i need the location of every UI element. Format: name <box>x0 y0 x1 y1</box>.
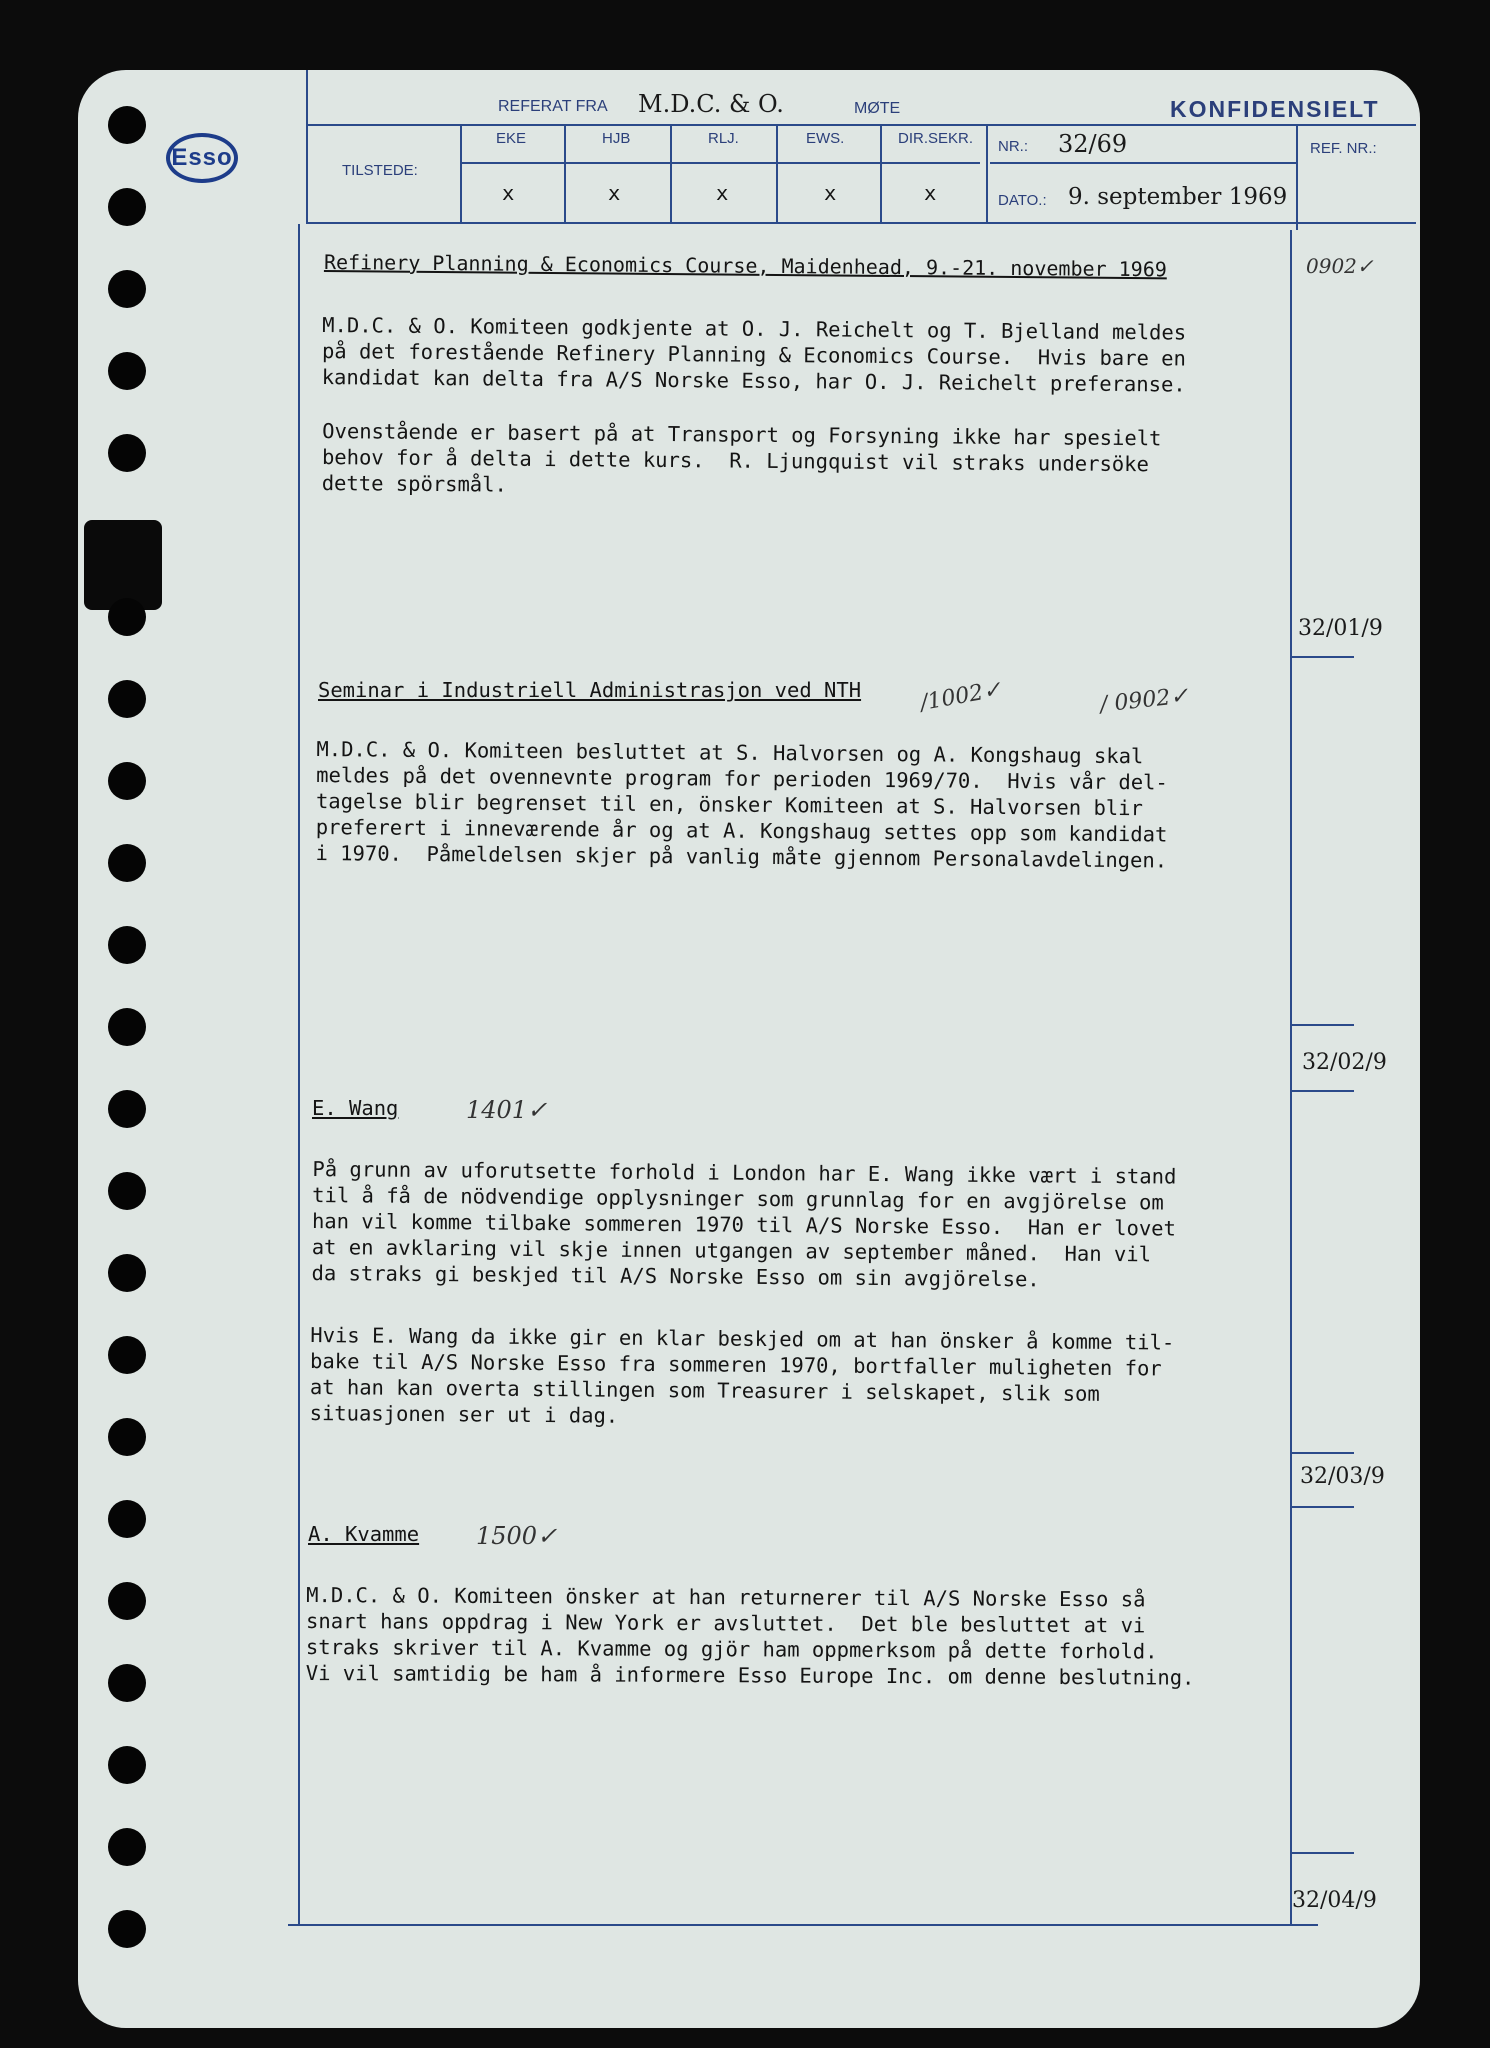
handwritten-note: / 0902✓ <box>1098 683 1190 718</box>
header-top-line <box>306 124 1416 126</box>
table-divider <box>986 124 988 222</box>
nr-value: 32/69 <box>1058 130 1128 158</box>
binder-hole <box>108 598 146 636</box>
section-heading: E. Wang <box>312 1096 399 1120</box>
attendee-label: EKE <box>496 130 527 147</box>
mote-label: MØTE <box>854 100 901 117</box>
attendee-label: DIR.SEKR. <box>898 130 974 147</box>
referat-fra-value: M.D.C. & O. <box>638 90 784 118</box>
paragraph: Ovenstående er basert på at Transport og Forsyning ikke har spesielt behov for å delta i dette kurs. R. Ljungquist vil straks undersöke dette spörsmål. <box>321 419 1162 497</box>
handwritten-note: /1002✓ <box>918 677 1004 716</box>
attendee-mark: x <box>824 181 837 205</box>
confidential-stamp: KONFIDENSIELT <box>1170 96 1380 122</box>
ref-separator <box>1292 1452 1354 1454</box>
attendee-label-line <box>460 162 980 164</box>
dato-value: 9. september 1969 <box>1068 184 1288 210</box>
attendee-mark: x <box>502 181 515 205</box>
binder-hole <box>108 352 146 390</box>
referat-fra-label: REFERAT FRA <box>498 98 608 115</box>
attendee-label: HJB <box>602 130 631 147</box>
attendee-label: RLJ. <box>708 130 739 147</box>
ref-column-line <box>1290 230 1292 1924</box>
binder-hole <box>108 1828 146 1866</box>
binder-hole <box>108 1746 146 1784</box>
binder-hole <box>108 1582 146 1620</box>
ref-number: 32/03/9 <box>1300 1464 1385 1489</box>
handwritten-note: 0902✓ <box>1306 254 1374 278</box>
ref-separator <box>1292 656 1354 658</box>
tilstede-label: TILSTEDE: <box>342 162 418 179</box>
paragraph: M.D.C. & O. Komiteen godkjente at O. J. Reichelt og T. Bjelland meldes på det forestående Refinery Planning & Economics Course. Hvis bare en kandidat kan delta fra A/S Norske Esso, har O. J. Reichelt preferanse. <box>321 313 1187 397</box>
dato-label: DATO.: <box>998 192 1047 209</box>
binder-hole <box>108 188 146 226</box>
paragraph: M.D.C. & O. Komiteen besluttet at S. Halvorsen og A. Kongshaug skal meldes på det ovennevnte program for perioden 1969/70. Hvis vår del- tagelse blir begrenset til en, önsker Komiteen at S. Halvorsen blir preferert i inneværende år og at A. Kongshaug settes opp som kandidat i 1970. Påmeldelsen skjer på vanlig måte gjennom Personalavdelingen. <box>315 737 1168 873</box>
bottom-border <box>288 1924 1318 1926</box>
handwritten-note: 1500✓ <box>476 1522 558 1550</box>
ref-number: 32/02/9 <box>1302 1050 1387 1075</box>
binder-hole <box>108 926 146 964</box>
attendee-label: EWS. <box>806 130 845 147</box>
table-divider <box>880 124 882 222</box>
binder-clip <box>84 520 162 610</box>
nr-label: NR.: <box>998 138 1028 155</box>
binder-hole <box>108 1336 146 1374</box>
binder-hole <box>108 434 146 472</box>
ref-separator <box>1292 1024 1354 1026</box>
binder-hole <box>108 1418 146 1456</box>
binder-hole <box>108 1664 146 1702</box>
form-left-border <box>306 70 308 224</box>
attendee-mark: x <box>608 181 621 205</box>
binder-hole <box>108 762 146 800</box>
esso-logo: Esso <box>166 133 238 183</box>
table-divider <box>460 124 462 222</box>
binder-hole <box>108 844 146 882</box>
header-bottom-line <box>306 222 1416 224</box>
binder-hole <box>108 106 146 144</box>
paragraph: Hvis E. Wang da ikke gir en klar beskjed om at han önsker å komme til- bake til A/S Norske Esso fra sommeren 1970, bortfaller muligheten for at han kan overta stillingen som Treasurer i selskapet, slik som situasjonen ser ut i dag. <box>309 1323 1175 1428</box>
table-divider <box>776 124 778 222</box>
binder-hole <box>108 270 146 308</box>
table-divider <box>670 124 672 222</box>
binder-hole <box>108 680 146 718</box>
binder-hole <box>108 1500 146 1538</box>
ref-nr-label: REF. NR.: <box>1310 140 1377 157</box>
paragraph: På grunn av uforutsette forhold i London har E. Wang ikke vært i stand til å få de nödvendige opplysninger som grunnlag for en avgjörelse om han vil komme tilbake sommeren 1970 til A/S Norske Esso. Han er lovet at en avklaring vil skje innen utgangen av september måned. Han vil da straks gi beskjed til A/S Norske Esso om sin avgjörelse. <box>311 1157 1177 1292</box>
margin-line <box>298 224 300 1926</box>
section-heading: A. Kvamme <box>308 1522 420 1546</box>
attendee-mark: x <box>716 181 729 205</box>
ref-separator <box>1292 1852 1354 1854</box>
ref-separator <box>1292 1090 1354 1092</box>
binder-hole <box>108 1254 146 1292</box>
table-divider <box>564 124 566 222</box>
nr-line <box>990 162 1298 164</box>
attendee-mark: x <box>924 181 937 205</box>
binder-hole <box>108 1910 146 1948</box>
ref-number: 32/04/9 <box>1292 1888 1377 1913</box>
binder-hole <box>108 1172 146 1210</box>
binder-hole <box>108 1090 146 1128</box>
ref-separator <box>1292 1506 1354 1508</box>
ref-column-line <box>1296 124 1298 230</box>
section-heading: Seminar i Industriell Administrasjon ved NTH <box>318 678 862 702</box>
binder-hole <box>108 1008 146 1046</box>
handwritten-note: 1401✓ <box>466 1096 548 1124</box>
section-heading: Refinery Planning & Economics Course, Maidenhead, 9.-21. november 1969 <box>323 250 1167 282</box>
paragraph: M.D.C. & O. Komiteen önsker at han returnerer til A/S Norske Esso så snart hans oppdrag i New York er avsluttet. Det ble besluttet at vi straks skriver til A. Kvamme og gjör ham oppmerksom på dette forhold. Vi vil samtidig be ham å informere Esso Europe Inc. om denne beslutning. <box>305 1583 1195 1690</box>
ref-number: 32/01/9 <box>1298 616 1383 641</box>
